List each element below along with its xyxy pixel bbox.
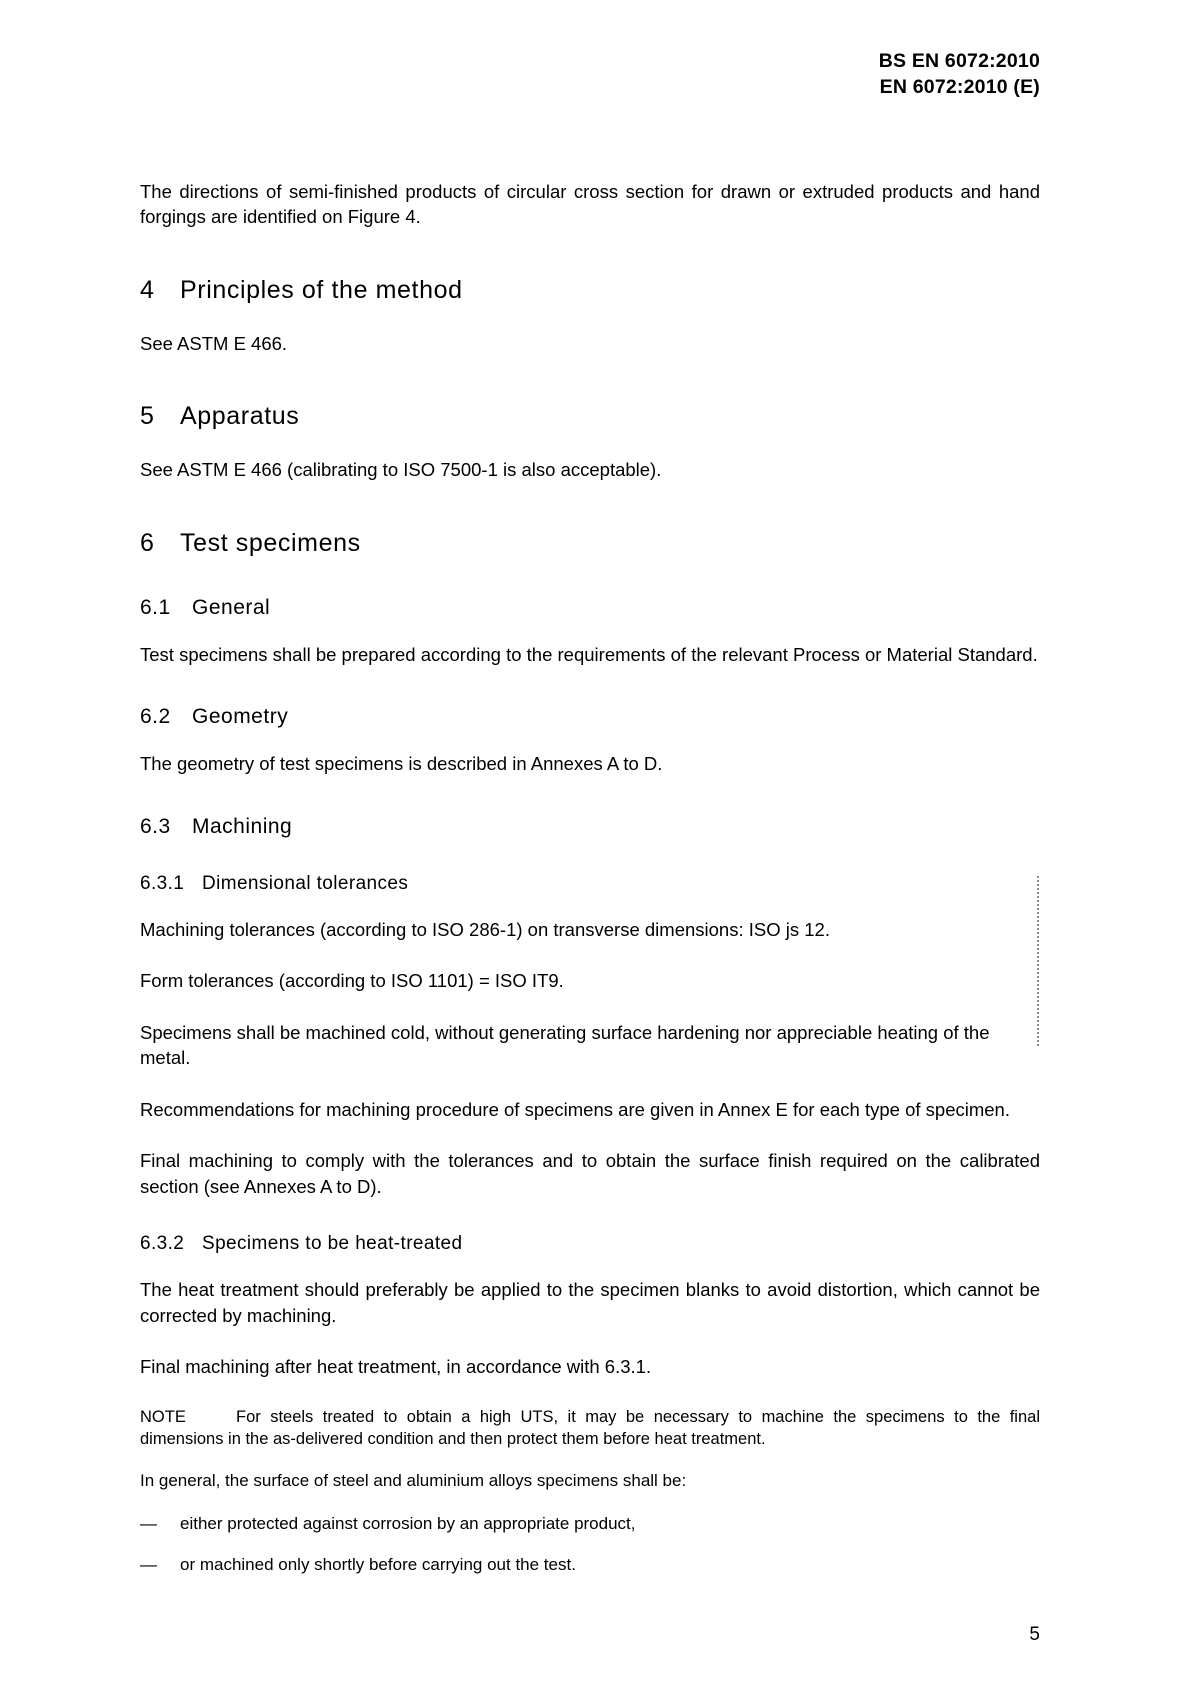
header-standard-bs: BS EN 6072:2010 (878, 50, 1040, 72)
clause-6-2-body: The geometry of test specimens is described in Annexes A to D. (140, 753, 663, 775)
clause-6-3-number: 6.3 (140, 814, 171, 838)
clause-6-3-1-title: Dimensional tolerances (202, 872, 409, 894)
clause-6-3-1-heading (140, 873, 1040, 895)
clause-5-body: See ASTM E 466 (calibrating to ISO 7500-1 is also acceptable). (140, 459, 662, 481)
clause-6-3-2-p2: Final machining after heat treatment, in accordance with 6.3.1. (140, 1356, 652, 1378)
bullet-list (140, 1513, 1040, 1577)
clause-6-1-title: General (192, 595, 271, 619)
list-item-text: or machined only shortly before carrying out the test. (180, 1555, 576, 1575)
clause-6-1-heading (140, 596, 1040, 620)
note-paragraph (140, 1406, 1040, 1451)
clause-6-title: Test specimens (180, 528, 361, 557)
clause-6-3-2-number: 6.3.2 (140, 1233, 185, 1255)
clause-4-number: 4 (140, 275, 155, 304)
clause-6-3-1-p4: Recommendations for machining procedure of specimens are given in Annex E for each type of specimen. (140, 1098, 1010, 1120)
clause-4-title: Principles of the method (180, 275, 463, 304)
clause-6-3-1-p2: Form tolerances (according to ISO 1101) = ISO IT9. (140, 970, 564, 992)
intro-paragraph: The directions of semi-finished products of circular cross section for drawn or extruded products and hand forgings are identified on Figure 4. (140, 180, 1040, 228)
page-header (140, 48, 1040, 101)
clause-6-3-1-number: 6.3.1 (140, 872, 185, 894)
change-bar-marker (1037, 876, 1042, 1046)
clause-4-body: See ASTM E 466. (140, 332, 288, 354)
clause-6-3-2-title: Specimens to be heat-treated (202, 1233, 463, 1255)
clause-6-3-2-p3: In general, the surface of steel and aluminium alloys specimens shall be: (140, 1471, 687, 1491)
clause-6-3-2-p1: The heat treatment should preferably be applied to the specimen blanks to avoid distortion, which cannot be corrected by machining. (140, 1279, 1040, 1326)
clause-4-heading (140, 276, 1040, 305)
clause-6-3-1-p3: Specimens shall be machined cold, without generating surface hardening nor appreciable heating of the metal. (140, 1021, 990, 1069)
clause-6-3-heading (140, 815, 1040, 839)
clause-6-2-heading (140, 705, 1040, 729)
list-item (140, 1554, 1040, 1577)
clause-6-2-title: Geometry (192, 705, 289, 729)
clause-6-1-number: 6.1 (140, 595, 171, 619)
note-label: NOTE (140, 1407, 186, 1426)
clause-6-heading (140, 529, 1040, 558)
page-number: 5 (1029, 1624, 1040, 1645)
clause-6-3-title: Machining (192, 814, 293, 838)
clause-6-1-body: Test specimens shall be prepared according to the requirements of the relevant Process or Material Standard. (140, 643, 1038, 665)
clause-5-title: Apparatus (180, 402, 300, 431)
dash-marker-icon: — (140, 1555, 157, 1575)
page-content (140, 179, 1040, 1578)
list-item-text: either protected against corrosion by an appropriate product, (180, 1514, 636, 1534)
note-text: For steels treated to obtain a high UTS, it may be necessary to machine the specimens to the final dimensions in the as-delivered condition and then protect them before heat treatment. (140, 1407, 1040, 1449)
list-item (140, 1513, 1040, 1536)
clause-5-number: 5 (140, 402, 155, 431)
clause-6-3-1-p5: Final machining to comply with the tolerances and to obtain the surface finish required on the calibrated section (see Annexes A to D). (140, 1150, 1040, 1197)
clause-6-2-number: 6.2 (140, 705, 171, 729)
clause-6-3-1-p1: Machining tolerances (according to ISO 286-1) on transverse dimensions: ISO js 12. (140, 918, 830, 940)
clause-5-heading (140, 402, 1040, 431)
clause-6-3-2-heading (140, 1233, 1040, 1255)
dash-marker-icon: — (140, 1514, 157, 1534)
clause-6-number: 6 (140, 528, 155, 557)
header-standard-en: EN 6072:2010 (E) (879, 76, 1040, 99)
